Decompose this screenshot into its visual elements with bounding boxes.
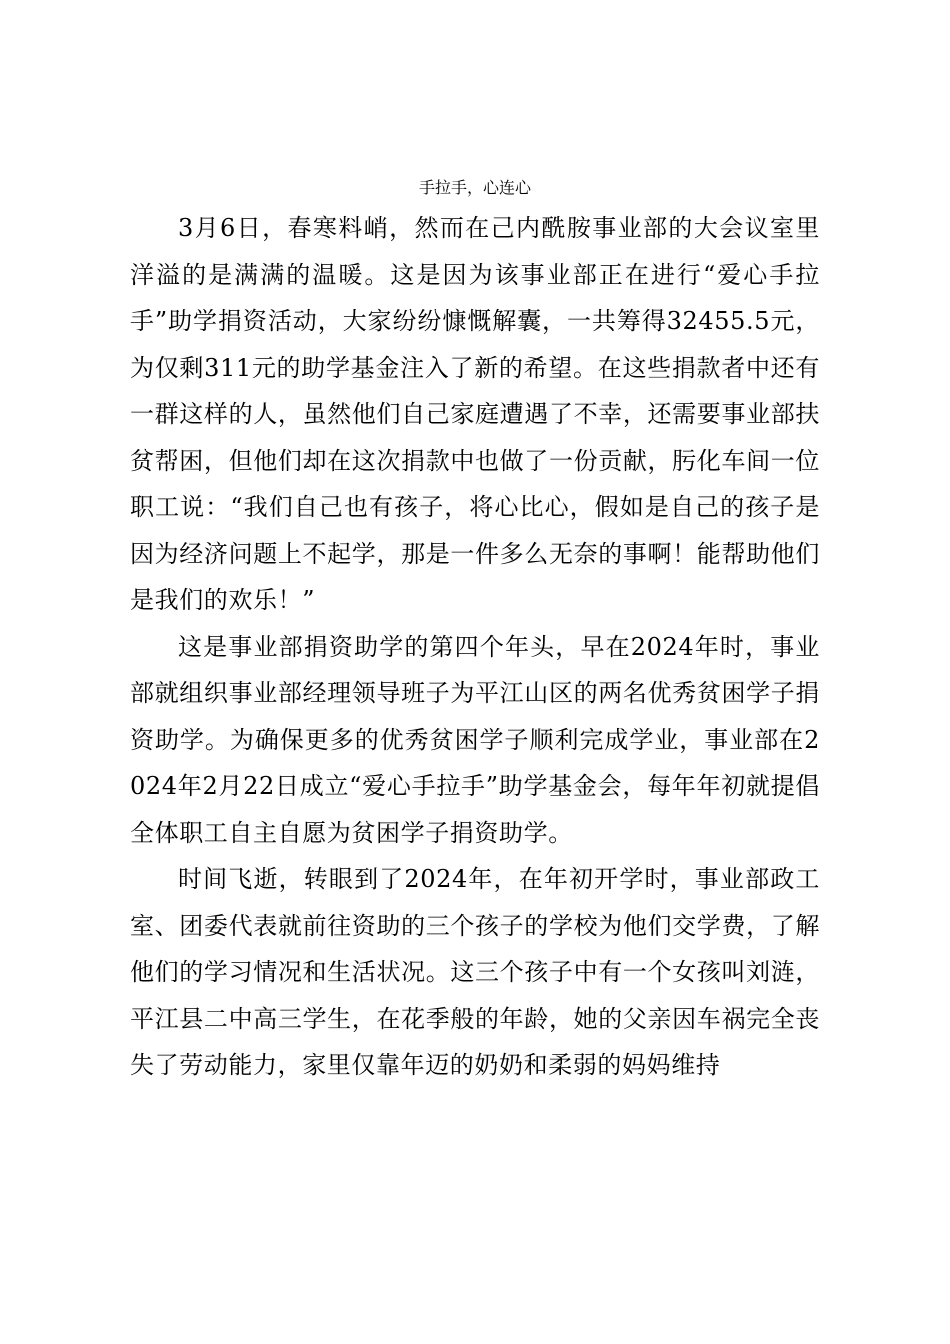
paragraph-2: 这是事业部捐资助学的第四个年头，早在2024年时，事业部就组织事业部经理领导班子为平江山区的两名优秀贫困学子捐资助学。为确保更多的优秀贫困学子顺利完成学业，事业部在2024年2月22日成立“爱心手拉手”助学基金会，每年年初就提倡全体职工自主自愿为贫困学子捐资助学。 <box>130 632 820 847</box>
document-title: 手拉手，心连心 <box>418 178 531 197</box>
paragraph-3: 时间飞逝，转眼到了2024年，在年初开学时，事业部政工室、团委代表就前往资助的三个孩子的学校为他们交学费，了解他们的学习情况和生活状况。这三个孩子中有一个女孩叫刘涟，平江县二中高三学生，在花季般的年龄，她的父亲因车祸完全丧失了劳动能力，家里仅靠年迈的奶奶和柔弱的妈妈维持 <box>130 865 820 1079</box>
document-body <box>130 205 820 1089</box>
paragraph-1: 3月6日，春寒料峭，然而在己内酰胺事业部的大会议室里洋溢的是满满的温暖。这是因为该事业部正在进行“爱心手拉手”助学捐资活动，大家纷纷慷慨解囊，一共筹得32455.5元，为仅剩311元的助学基金注入了新的希望。在这些捐款者中还有一群这样的人，虽然他们自己家庭遭遇了不幸，还需要事业部扶贫帮困，但他们却在这次捐款中也做了一份贡献，肟化车间一位职工说：“我们自己也有孩子，将心比心，假如是自己的孩子是因为经济问题上不起学，那是一件多么无奈的事啊！能帮助他们是我们的欢乐！” <box>130 214 820 614</box>
